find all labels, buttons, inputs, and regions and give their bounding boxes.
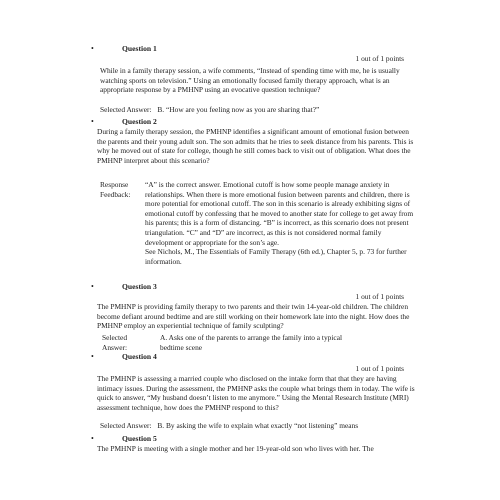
- bullet-icon: •: [91, 434, 94, 443]
- question-title: Question 3: [122, 282, 157, 291]
- selected-answer-value: B. “How are you feeling now as you are sharing that?”: [157, 105, 320, 114]
- selected-answer-label: Selected Answer:: [100, 105, 152, 114]
- question-text: While in a family therapy session, a wife comments, “Instead of spending time with me, he is usually watching sports on television.” Using an emotionally focused family therapy approach, what is an appropriate response by a PMHNP using an evocative question technique?: [100, 66, 400, 95]
- feedback-text: [145, 180, 415, 266]
- bullet-icon: •: [91, 282, 94, 291]
- selected-answer-label: Selected Answer:: [100, 421, 152, 430]
- question-text: The PMHNP is meeting with a single mother and her 19-year-old son who lives with her. The: [97, 444, 374, 453]
- points-score: 1 out of 1 points: [355, 364, 404, 373]
- feedback-label: Response Feedback:: [100, 180, 131, 199]
- bullet-icon: •: [91, 44, 94, 53]
- question-3-header: [0, 282, 500, 294]
- question-title: Question 1: [122, 44, 157, 53]
- bullet-icon: •: [91, 117, 94, 126]
- question-title: Question 5: [122, 434, 157, 443]
- points-score: 1 out of 1 points: [355, 292, 404, 301]
- question-4-header: [0, 352, 500, 364]
- points-score: 1 out of 1 points: [355, 54, 404, 63]
- selected-answer-row: [100, 105, 319, 115]
- question-1-header: [0, 44, 500, 56]
- bullet-icon: •: [91, 352, 94, 361]
- question-text: The PMHNP is providing family therapy to two parents and their twin 14-year-old children. The children become defiant around bedtime and are still working on their homework late into the night. How does the PMHNP employ an experiential technique of family sculpting?: [97, 302, 410, 331]
- feedback-paragraph: “A” is the correct answer. Emotional cutoff is how some people manage anxiety in relationships. When there is more emotional fusion between parents and children, there is more potential for emotional cutoff. The son in this scenario is already exhibiting signs of emotional cutoff by confessing that he moved to another state for college to get away from his parents; this is a form of distancing. “B” is incorrect, as this scenario does not present triangulation. “C” and “D” are incorrect, as this is not considered normal family development or appropriate for the son’s age.: [145, 180, 414, 247]
- selected-answer-value: B. By asking the wife to explain what exactly “not listening” means: [157, 421, 359, 430]
- question-text: During a family therapy session, the PMHNP identifies a significant amount of emotional fusion between the parents and their young adult son. The son admits that he tries to seek distance from his parents. This is why he moved out of state for college, though he still comes back to visit out of obligation. What does the PMHNP interpret about this scenario?: [97, 127, 414, 165]
- selected-answer-value: A. Asks one of the parents to arrange the family into a typical bedtime scene: [160, 333, 343, 352]
- question-title: Question 2: [122, 117, 157, 126]
- response-feedback: [100, 180, 414, 280]
- question-title: Question 4: [122, 352, 157, 361]
- question-text: The PMHNP is assessing a married couple who disclosed on the intake form that that they are having intimacy issues. During the assessment, the PMHNP asks the couple what brings them in today. The wife is quick to answer, “My husband doesn’t listen to me anymore.” Using the Mental Research Institute (MRI) assessment technique, how does the PMHNP respond to this?: [97, 374, 415, 412]
- selected-answer-label: Selected Answer:: [102, 333, 128, 352]
- feedback-reference: See Nichols, M., The Essentials of Family Therapy (6th ed.), Chapter 5, p. 73 for further information.: [145, 247, 407, 266]
- selected-answer-row: [100, 421, 358, 431]
